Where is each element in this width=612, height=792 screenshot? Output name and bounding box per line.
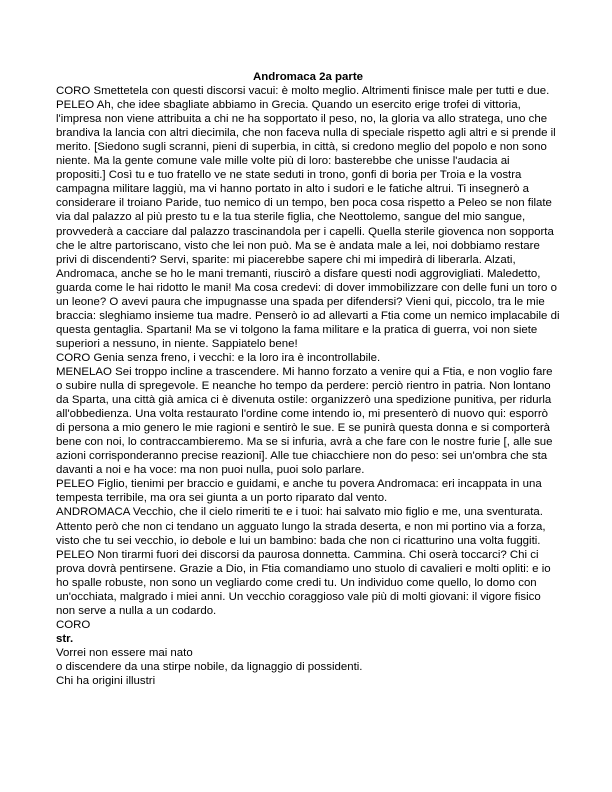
speaker-coro: CORO <box>56 618 91 631</box>
verse-line: o discendere da una stirpe nobile, da lignaggio di possidenti. <box>56 660 363 673</box>
paragraph-coro-1: CORO Smettetela con questi discorsi vacui: è molto meglio. Altrimenti finisce male per tutti e due. <box>56 85 550 98</box>
paragraph-coro-2: CORO Genia senza freno, i vecchi: e la loro ira è incontrollabile. <box>56 351 381 364</box>
paragraph-menelao: MENELAO Sei troppo incline a trascendere. Mi hanno forzato a venire qui a Ftia, e non voglio fare o subire nulla di spregevole. E neanche ho tempo da perdere: perciò rientro in patria. Non lontano da Sparta, una città già amica ci è divenuta ostile: organizzerò una spedizione punitiva, per ridurla all'obbedienza. Una volta restaurato l'ordine come intendo io, mi presenterò di nuovo qui: esporrò di persona a mio genero le mie ragioni e sentirò le sue. E se punirà questa donna e si comporterà bene con noi, lo contraccambieremo. Ma se si infuria, avrà a che fare con le nostre furie [, alle sue azioni corrisponderanno precise reazioni]. Alle tue chiacchiere non do peso: sei un'ombra che sta davanti a noi e ha voce: ma non puoi nulla, puoi solo parlare. <box>56 365 553 477</box>
paragraph-andromaca: ANDROMACA Vecchio, che il cielo rimeriti te e i tuoi: hai salvato mio figlio e me, una sventurata. Attento però che non ci tendano un agguato lungo la strada deserta, e non mi portino via a forza, visto che tu sei vecchio, io debole e lui un bambino: bada che non ci ricatturino una volta fuggiti. <box>56 506 546 547</box>
paragraph-peleo-3: PELEO Non tirarmi fuori dei discorsi da paurosa donnetta. Cammina. Chi oserà toccarci? Chi ci prova dovrà pentirsene. Grazie a Dio, in Ftia comandiamo uno stuolo di cavalieri e molti opliti: e io ho spalle robuste, non sono un vegliardo come credi tu. Un individuo come quello, lo domo con un'occhiata, malgrado i miei anni. Un vecchio coraggioso vale più di molti giovani: il vigore fisico non serve a nulla a un codardo. <box>56 548 551 617</box>
document-page <box>56 70 560 688</box>
strophe-label: str. <box>56 632 74 645</box>
paragraph-peleo-1: PELEO Ah, che idee sbagliate abbiamo in Grecia. Quando un esercito erige trofei di vittoria, l'impresa non viene attribuita a chi ne ha sopportato il peso, no, la gloria va allo stratega, uno che brandiva la lancia con altri diecimila, che non faceva nulla di speciale rispetto agli altri e si prende il merito. [Siedono sugli scranni, pieni di superbia, in città, si credono meglio del popolo e non sono niente. Ma la gente comune vale mille volte più di loro: basterebbe che unisse l'audacia ai propositi.] Così tu e tuo fratello ve ne state seduti in trono, gonfi di boria per Troia e la vostra campagna militare laggiù, ma vi hanno portato in alto i sudori e le fatiche altrui. Ti insegnerò a considerare il troiano Paride, tuo nemico di un tempo, ben poca cosa rispetto a Peleo se non filate via dal palazzo al più presto tu e la tua sterile figlia, che Neottolemo, sangue del mio sangue, provvederà a cacciare dal palazzo trascinandola per i capelli. Quella sterile giovenca non sopporta che le altre partoriscano, visto che lei non può. Ma se è andata male a lei, noi dobbiamo restare privi di discendenti? Servi, sparite: mi piacerebbe sapere chi mi impedirà di liberarla. Alzati, Andromaca, anche se ho le mani tremanti, riuscirò a disfare questi nodi aggrovigliati. Maledetto, guarda come le hai ridotto le mani! Ma cosa credevi: di dover immobilizzare con delle funi un toro o un leone? O avevi paura che impugnasse una spada per difendersi? Vieni qui, piccolo, tra le mie braccia: sleghiamo insieme tua madre. Penserò io ad allevarti a Ftia come un nemico implacabile di questa gentaglia. Spartani! Ma se vi tolgono la fama militare e la pratica di guerra, voi non siete superiori a nessuno, in niente. Sappiatelo bene! <box>56 99 560 350</box>
verse-line: Chi ha origini illustri <box>56 675 156 688</box>
paragraph-peleo-2: PELEO Figlio, tienimi per braccio e guidami, e anche tu povera Andromaca: eri incappata in una tempesta terribile, ma ora sei giunta a un porto riparato dal vento. <box>56 478 542 505</box>
verse-line: Vorrei non essere mai nato <box>56 646 193 659</box>
document-title: Andromaca 2a parte <box>253 71 363 83</box>
